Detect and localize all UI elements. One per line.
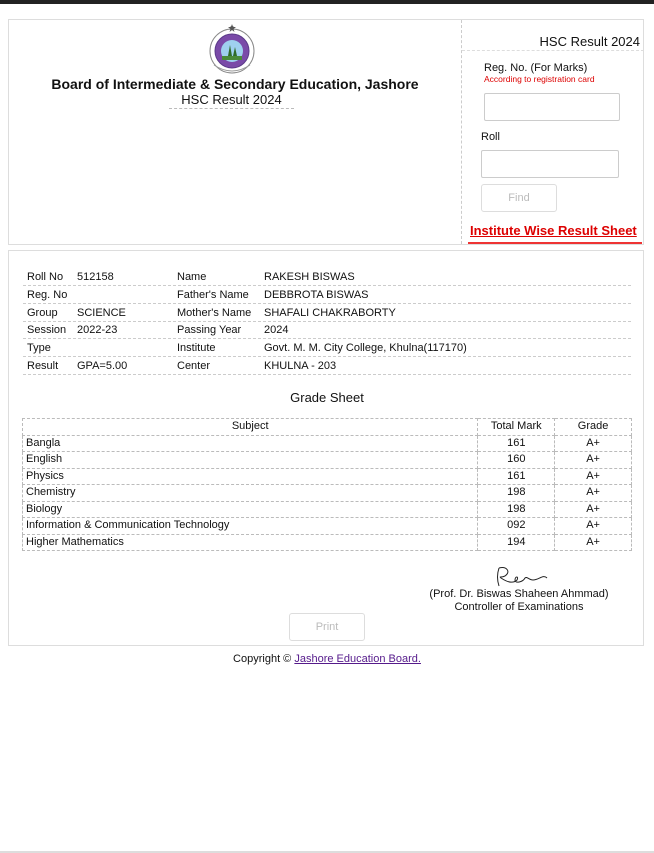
grade-cell: A+ <box>555 501 632 518</box>
search-panel-title: HSC Result 2024 <box>539 34 640 49</box>
group-value: SCIENCE <box>77 307 126 319</box>
table-header-row <box>23 419 632 436</box>
footer-copyright <box>0 653 654 665</box>
grade-header: Grade <box>555 419 632 436</box>
board-link[interactable]: Jashore Education Board. <box>294 653 421 665</box>
grade-cell: A+ <box>555 468 632 485</box>
board-title: Board of Intermediate & Secondary Education, Jashore <box>51 76 419 92</box>
mark-cell: 194 <box>478 534 555 551</box>
info-row <box>23 304 631 322</box>
table-row <box>23 485 632 502</box>
header-left <box>9 20 462 244</box>
table-row <box>23 435 632 452</box>
top-bar <box>0 0 654 4</box>
table-row <box>23 501 632 518</box>
subject-cell: Higher Mathematics <box>23 534 478 551</box>
find-button[interactable]: Find <box>481 184 557 212</box>
institute-result-link[interactable]: Institute Wise Result Sheet <box>470 223 637 238</box>
subject-cell: Information & Communication Technology <box>23 518 478 535</box>
reg-no-label: Reg. No. (For Marks) <box>484 62 588 74</box>
subject-cell: Chemistry <box>23 485 478 502</box>
mark-cell: 092 <box>478 518 555 535</box>
link-underline <box>468 242 642 244</box>
divider <box>462 50 644 51</box>
passing-year-label: Passing Year <box>177 324 242 336</box>
type-label: Type <box>27 342 51 354</box>
session-label: Session <box>27 324 67 336</box>
result-label: Result <box>27 360 59 372</box>
mark-cell: 198 <box>478 501 555 518</box>
mother-name-value: SHAFALI CHAKRABORTY <box>264 307 396 319</box>
name-value: RAKESH BISWAS <box>264 271 355 283</box>
table-row <box>23 468 632 485</box>
reg-no-note: According to registration card <box>484 74 595 84</box>
father-name-label: Father's Name <box>177 289 249 301</box>
roll-no-value: 512158 <box>77 271 114 283</box>
grade-cell: A+ <box>555 518 632 535</box>
total-mark-header: Total Mark <box>478 419 555 436</box>
grade-cell: A+ <box>555 435 632 452</box>
roll-label: Roll <box>481 131 500 143</box>
reg-no-input[interactable] <box>484 93 620 121</box>
father-name-value: DEBBROTA BISWAS <box>264 289 369 301</box>
institute-label: Institute <box>177 342 216 354</box>
subject-cell: Bangla <box>23 435 478 452</box>
roll-input[interactable] <box>481 150 619 178</box>
search-panel <box>462 20 644 244</box>
board-seal-logo-icon <box>206 23 258 75</box>
subject-cell: English <box>23 452 478 469</box>
grade-table <box>22 418 632 551</box>
result-value: GPA=5.00 <box>77 360 128 372</box>
grade-cell: A+ <box>555 534 632 551</box>
signatory-name: (Prof. Dr. Biswas Shaheen Ahmmad) <box>429 588 609 600</box>
institute-value: Govt. M. M. City College, Khulna(117170) <box>264 342 467 354</box>
mark-cell: 198 <box>478 485 555 502</box>
signatory-title: Controller of Examinations <box>454 601 584 613</box>
group-label: Group <box>27 307 58 319</box>
info-row <box>23 321 631 339</box>
center-value: KHULNA - 203 <box>264 360 337 372</box>
subject-header: Subject <box>23 419 478 436</box>
copyright-text: Copyright © <box>233 653 292 665</box>
mark-cell: 161 <box>478 468 555 485</box>
signature-icon <box>493 564 553 590</box>
page-subtitle: HSC Result 2024 <box>169 92 294 109</box>
roll-no-label: Roll No <box>27 271 64 283</box>
mother-name-label: Mother's Name <box>177 307 252 319</box>
reg-no-label: Reg. No <box>27 289 68 301</box>
table-row <box>23 534 632 551</box>
grade-cell: A+ <box>555 452 632 469</box>
result-panel <box>8 250 644 646</box>
grade-cell: A+ <box>555 485 632 502</box>
center-label: Center <box>177 360 211 372</box>
grade-sheet-title: Grade Sheet <box>290 390 364 405</box>
info-row <box>23 268 631 286</box>
name-label: Name <box>177 271 207 283</box>
info-row <box>23 339 631 357</box>
session-value: 2022-23 <box>77 324 118 336</box>
subject-cell: Physics <box>23 468 478 485</box>
table-row <box>23 452 632 469</box>
subject-cell: Biology <box>23 501 478 518</box>
info-row <box>23 286 631 304</box>
header-panel <box>8 19 644 245</box>
mark-cell: 161 <box>478 435 555 452</box>
table-row <box>23 518 632 535</box>
mark-cell: 160 <box>478 452 555 469</box>
info-row <box>23 357 631 375</box>
passing-year-value: 2024 <box>264 324 289 336</box>
print-button[interactable]: Print <box>289 613 365 641</box>
